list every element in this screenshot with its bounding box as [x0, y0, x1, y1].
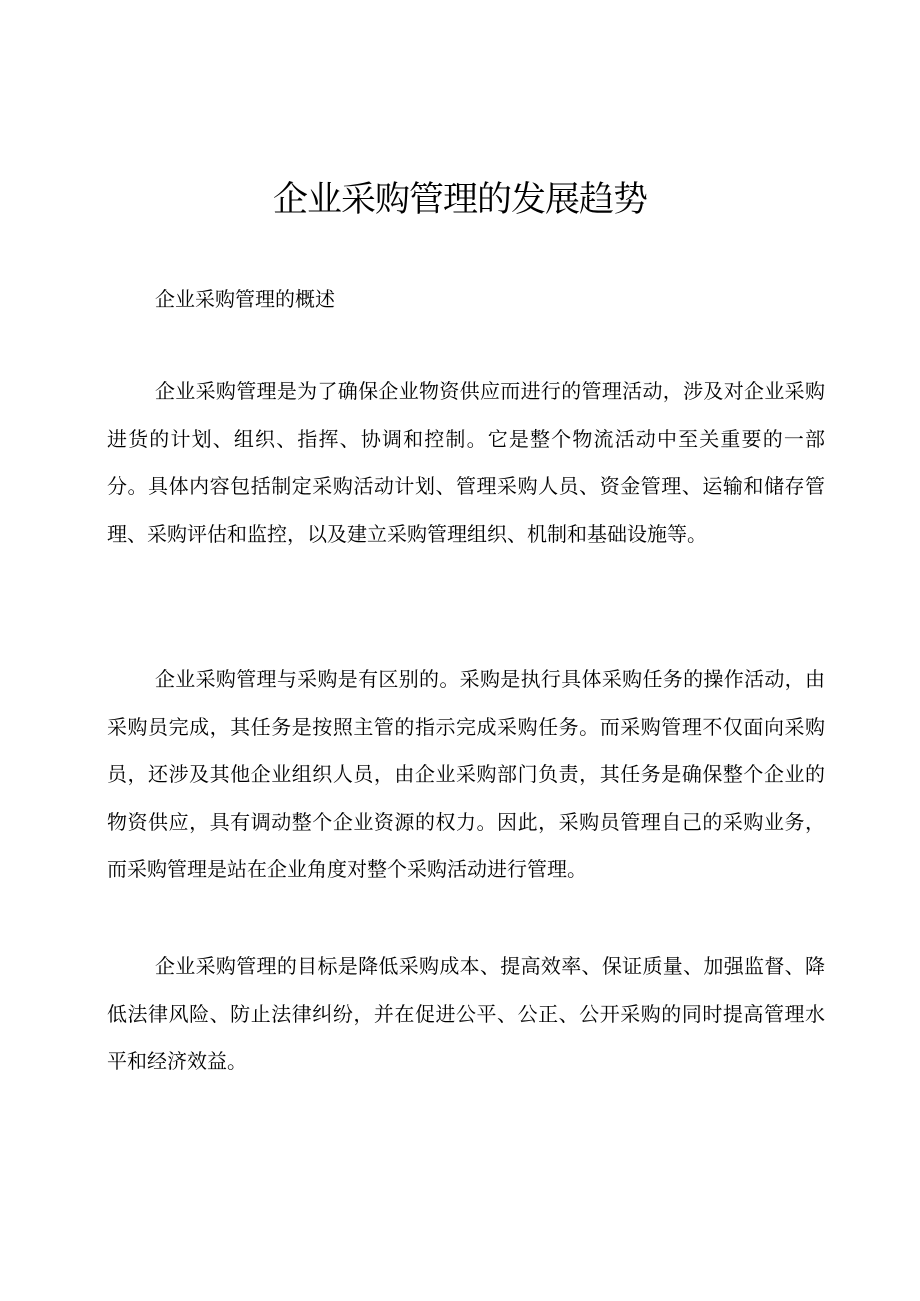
paragraph-objectives: 企业采购管理的目标是降低采购成本、提高效率、保证质量、加强监督、降低法律风险、防止法律纠纷，并在促进公平、公正、公开采购的同时提高管理水平和经济效益。 [107, 954, 825, 1074]
paragraph-overview: 企业采购管理是为了确保企业物资供应而进行的管理活动，涉及对企业采购进货的计划、组织、指挥、协调和控制。它是整个物流活动中至关重要的一部分。具体内容包括制定采购活动计划、管理采购人员、资金管理、运输和储存管理、采购评估和监控，以及建立采购管理组织、机制和基础设施等。 [107, 379, 825, 546]
paragraph-difference: 企业采购管理与采购是有区别的。采购是执行具体采购任务的操作活动，由采购员完成，其任务是按照主管的指示完成采购任务。而采购管理不仅面向采购员，还涉及其他企业组织人员，由企业采购部门负责，其任务是确保整个企业的物资供应，具有调动整个企业资源的权力。因此，采购员管理自己的采购业务，而采购管理是站在企业角度对整个采购活动进行管理。 [107, 667, 825, 882]
section-heading: 企业采购管理的概述 [155, 287, 335, 311]
document-title: 企业采购管理的发展趋势 [272, 180, 647, 220]
